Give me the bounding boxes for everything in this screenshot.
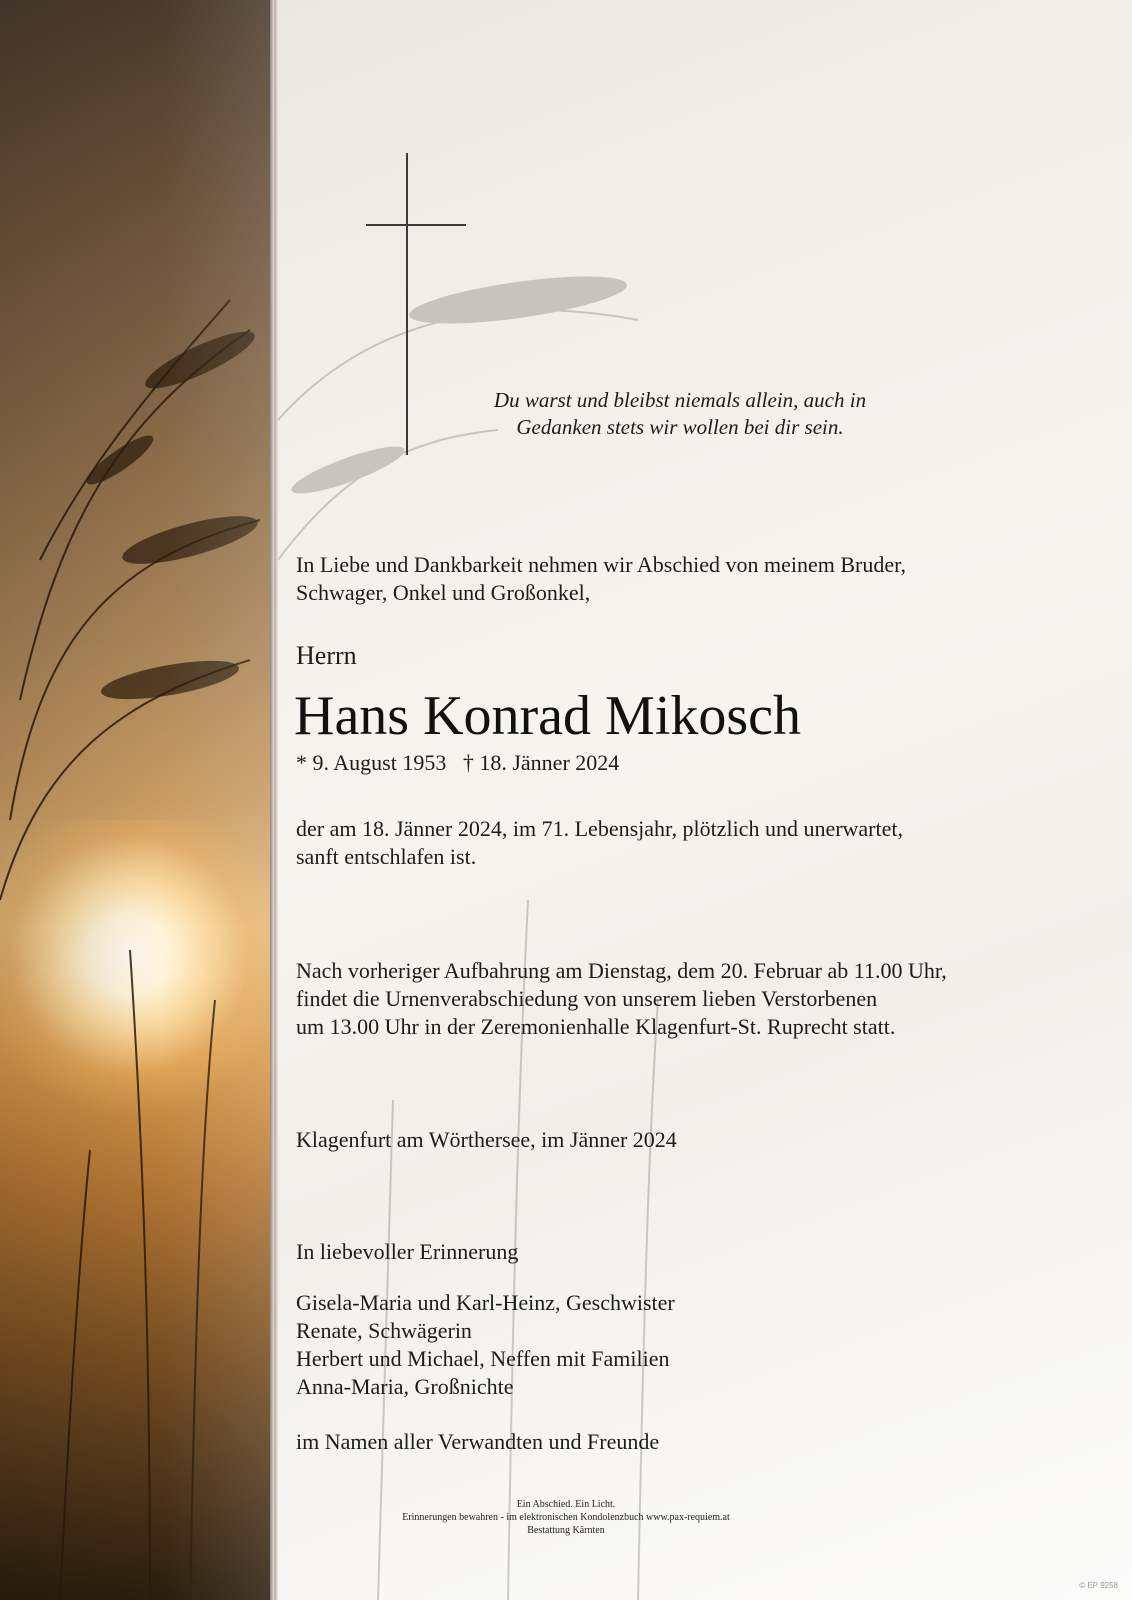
sunset-grass-photo bbox=[0, 0, 270, 1600]
footer-line: Erinnerungen bewahren - im elektronischen Kondolenzbuch www.pax-requiem.at bbox=[402, 1512, 730, 1523]
death-paragraph bbox=[296, 815, 1056, 871]
intro-paragraph bbox=[296, 551, 1056, 607]
ceremony-line: Nach vorheriger Aufbahrung am Dienstag, dem 20. Februar ab 11.00 Uhr, bbox=[296, 958, 947, 983]
ceremony-line: findet die Urnenverabschiedung von unserem lieben Verstorbenen bbox=[296, 986, 878, 1011]
mourner-item: Anna-Maria, Großnichte bbox=[296, 1374, 514, 1399]
closing-line: im Namen aller Verwandten und Freunde bbox=[296, 1429, 660, 1454]
quote-line: Du warst und bleibst niemals allein, auch in bbox=[493, 388, 867, 412]
ceremony-line: um 13.00 Uhr in der Zeremonienhalle Klagenfurt-St. Ruprecht statt. bbox=[296, 1014, 896, 1039]
death-line: der am 18. Jänner 2024, im 71. Lebensjahr, plötzlich und unerwartet, bbox=[296, 816, 903, 841]
place-date: Klagenfurt am Wörthersee, im Jänner 2024 bbox=[296, 1127, 677, 1152]
footer bbox=[360, 1498, 772, 1537]
cross-icon-bar bbox=[366, 224, 466, 226]
life-dates: * 9. August 1953 † 18. Jänner 2024 bbox=[296, 750, 620, 775]
mourner-item: Gisela-Maria und Karl-Heinz, Geschwister bbox=[296, 1290, 675, 1315]
ceremony-paragraph bbox=[296, 957, 1056, 1041]
quote-line: Gedanken stets wir wollen bei dir sein. bbox=[516, 415, 844, 439]
footer-line: Ein Abschied. Ein Licht. bbox=[516, 1499, 616, 1510]
cross-icon bbox=[406, 153, 408, 455]
deceased-name: Hans Konrad Mikosch bbox=[294, 685, 802, 747]
death-line: sanft entschlafen ist. bbox=[296, 844, 477, 869]
mourners-list bbox=[296, 1289, 1056, 1401]
copyright-mark: © EP 9258 bbox=[1079, 1581, 1118, 1590]
mourner-item: Herbert und Michael, Neffen mit Familien bbox=[296, 1346, 670, 1371]
intro-line: Schwager, Onkel und Großonkel, bbox=[296, 580, 591, 605]
memory-heading: In liebevoller Erinnerung bbox=[296, 1239, 519, 1264]
footer-line: Bestattung Kärnten bbox=[527, 1525, 605, 1536]
mourner-item: Renate, Schwägerin bbox=[296, 1318, 472, 1343]
salutation: Herrn bbox=[296, 641, 357, 670]
memorial-quote bbox=[440, 387, 920, 441]
intro-line: In Liebe und Dankbarkeit nehmen wir Abschied von meinem Bruder, bbox=[296, 552, 907, 577]
photo-divider bbox=[270, 0, 278, 1600]
